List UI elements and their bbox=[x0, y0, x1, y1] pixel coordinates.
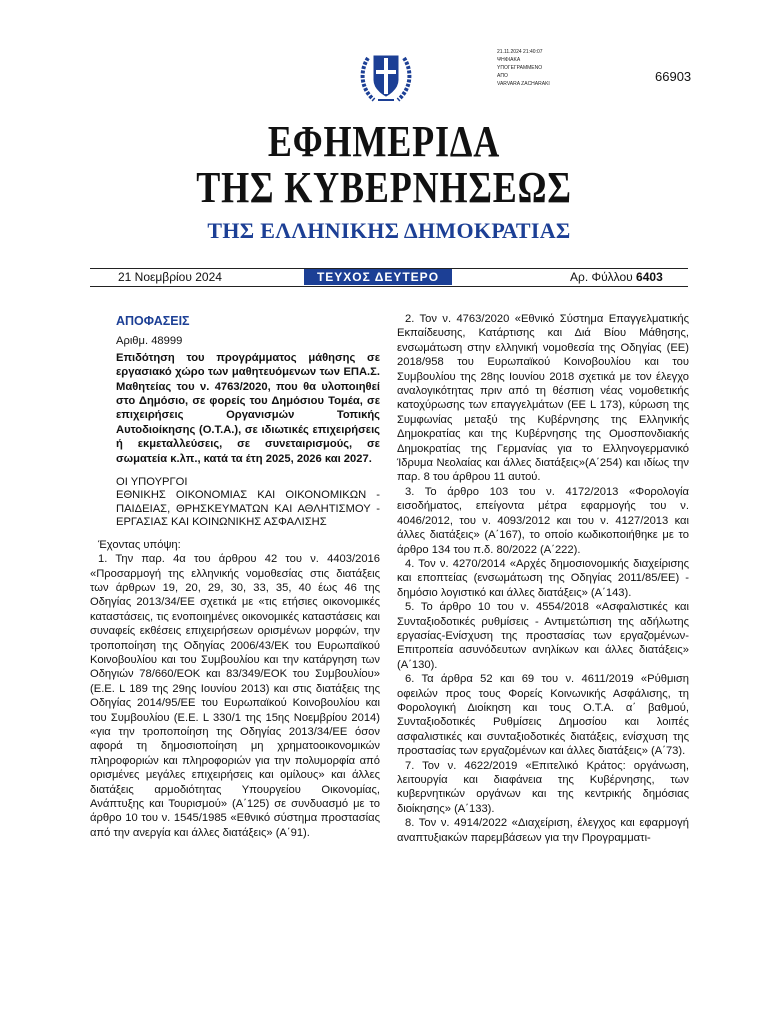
ministers-line2: ΕΘΝΙΚΗΣ ΟΙΚΟΝΟΜΙΑΣ ΚΑΙ ΟΙΚΟΝΟΜΙΚΩΝ - ΠΑΙΔΕΙΑΣ, ΘΡΗΣΚΕΥΜΑΤΩΝ ΚΑΙ ΑΘΛΗΤΙΣΜΟΥ - ΕΡΓΑΣΙΑΣ ΚΑΙ ΚΟΙΝΩΝΙΚΗΣ ΑΣΦΑΛΙΣΗΣ bbox=[116, 489, 380, 529]
signature-line: VARVARA ZACHARAKI bbox=[497, 81, 550, 87]
issue-bar-bottom-rule bbox=[90, 286, 688, 287]
sheet-number bbox=[570, 270, 663, 284]
digital-signature-stamp bbox=[497, 48, 550, 88]
masthead-subtitle: ΤΗΣ ΕΛΛΗΝΙΚΗΣ ΔΗΜΟΚΡΑΤΙΑΣ bbox=[207, 218, 571, 243]
having-regard: Έχοντας υπόψη: bbox=[98, 538, 181, 551]
masthead-title-line1: ΕΦΗΜΕΡΙΔΑ bbox=[267, 117, 501, 166]
signature-line: ΑΠΟ bbox=[497, 73, 508, 79]
recital-item: 5. Το άρθρο 10 του ν. 4554/2018 «Ασφαλιστικές και Συνταξιοδοτικές ρυθμίσεις - Αντιμετώπιση της αδήλωτης εργασίας-Ενίσχυση της προστασίας των εργαζομένων-Επιτροπεία ασυνόδευτων ανηλίκων και άλλες διατάξεις» (Α΄130). bbox=[397, 601, 689, 671]
left-column bbox=[90, 312, 380, 840]
recital-item: 4. Τον ν. 4270/2014 «Αρχές δημοσιονομικής διαχείρισης και εποπτείας (ενσωμάτωση της Οδηγίας 2011/85/ΕΕ) - δημόσιο λογιστικό και άλλες διατάξεις» (Α΄143). bbox=[397, 557, 689, 599]
signature-line: ΨΗΦΙΑΚΑ bbox=[497, 57, 521, 63]
decision-number: Αριθμ. 48999 bbox=[116, 335, 183, 348]
sheet-number-value: 6403 bbox=[636, 270, 663, 284]
issue-label: ΤΕΥΧΟΣ ΔΕΥΤΕΡΟ bbox=[304, 269, 452, 285]
ministers-heading bbox=[116, 476, 380, 530]
issue-date: 21 Νοεμβρίου 2024 bbox=[118, 270, 222, 284]
sheet-number-label: Αρ. Φύλλου bbox=[570, 270, 633, 284]
signature-line: 21.11.2024 21:40:07 bbox=[497, 49, 543, 55]
recital-item: 8. Τον ν. 4914/2022 «Διαχείριση, έλεγχος και εφαρμογή αναπτυξιακών παρεμβάσεων για την Προγραμματι- bbox=[397, 817, 689, 844]
signature-line: ΥΠΟΓΕΓΡΑΜΜΕΝΟ bbox=[497, 65, 543, 71]
masthead-title-line2: ΤΗΣ ΚΥΒΕΡΝΗΣΕΩΣ bbox=[196, 163, 572, 212]
section-heading: ΑΠΟΦΑΣΕΙΣ bbox=[116, 314, 190, 328]
right-column bbox=[397, 312, 689, 845]
ministers-line1: ΟΙ ΥΠΟΥΡΓΟΙ bbox=[116, 476, 188, 489]
document-number: 66903 bbox=[655, 69, 692, 84]
decision-title: Επιδότηση του προγράμματος μάθησης σε εργασιακό χώρο των μαθητευόμενων των ΕΠΑ.Σ. Μαθητείας του ν. 4763/2020, που θα υλοποιηθεί στο Δημόσιο, σε φορείς του Δημόσιου Τομέα, σε επιχειρήσεις Οργανισμών Τοπικής Αυτοδιοίκησης (Ο.Τ.Α.), σε ιδιωτικές επιχειρήσεις ή εκμεταλλεύσεις, σε συνεταιρισμούς, σε σωματεία κ.λπ., κατά τα έτη 2025, 2026 και 2027. bbox=[116, 351, 380, 465]
recital-item: 3. Το άρθρο 103 του ν. 4172/2013 «Φορολογία εισοδήματος, επείγοντα μέτρα εφαρμογής του ν. 4046/2012, του ν. 4093/2012 και του ν. 4127/2013 και άλλες διατάξεις» (Α΄167), το οποίο κωδικοποιήθηκε με το άρθρο 134 του π.δ. 80/2022 (Α΄222). bbox=[397, 485, 689, 556]
recital-item: 7. Τον ν. 4622/2019 «Επιτελικό Κράτος: οργάνωση, λειτουργία και διαφάνεια της Κυβέρνησης, των κυβερνητικών οργάνων και της κεντρικής δημόσιας διοίκησης» (Α΄133). bbox=[397, 759, 689, 815]
recital-item: 1. Την παρ. 4α του άρθρου 42 του ν. 4403/2016 «Προσαρμογή της ελληνικής νομοθεσίας στις διατάξεις των άρθρων 19, 20, 29, 30, 33, 35, 40 έως 46 της Οδηγίας 2013/34/ΕΕ σχετικά με «τις ετήσιες οικονομικές καταστάσεις, τις ενοποιημένες οικονομικές καταστάσεις και συναφείς εκθέσεις επιχειρήσεων ορισμένων μορφών, την τροποποίηση της Οδηγίας 2006/43/ΕΚ του Ευρωπαϊκού Κοινοβουλίου και του Συμβουλίου και την κατάργηση των Οδηγιών 78/660/ΕΟΚ και 83/349/ΕΟΚ του Συμβουλίου» (Ε.Ε. L 189 της 29ης Ιουνίου 2013) και στις διατάξεις της Οδηγίας 2014/95/ΕΕ του Ευρωπαϊκού Κοινοβουλίου και του Συμβουλίου (Ε.Ε. L 330/1 της 15ης Νοεμβρίου 2014) «για την τροποποίηση της Οδηγίας 2013/34/ΕΕ όσον αφορά τη δημοσιοποίηση μη χρηματοοικονομικών πληροφοριών και πληροφοριών για την πολυμορφία από ορισμένες μεγάλες επιχειρήσεις και ομίλους» και άλλες διατάξεις αρμοδιότητας Υπουργείου Οικονομίας, Ανάπτυξης και Τουρισμού» (Α΄125) σε συνδυασμό με το άρθρο 10 του ν. 1545/1985 «Εθνικό σύστημα προστασίας από την ανεργία και άλλες διατάξεις» (Α΄91). bbox=[90, 553, 380, 839]
recital-item: 6. Τα άρθρα 52 και 69 του ν. 4611/2019 «Ρύθμιση οφειλών προς τους Φορείς Κοινωνικής Ασφάλισης, τη Φορολογική Διοίκηση και τους Ο.Τ.Α. α΄ βαθμού, Συνταξιοδοτικές Ρυθμίσεις Δημοσίου και λοιπές ασφαλιστικές και συνταξιοδοτικές διατάξεις, ενίσχυση της προστασίας των εργαζομένων και άλλες διατάξεις» (Α΄73). bbox=[397, 673, 689, 758]
recital-item: 2. Τον ν. 4763/2020 «Εθνικό Σύστημα Επαγγελματικής Εκπαίδευσης, Κατάρτισης και Διά Βίου Μάθησης, ενσωμάτωση στην ελληνική νομοθεσία της Οδηγίας (ΕΕ) 2018/958 του Ευρωπαϊκού Κοινοβουλίου και του Συμβουλίου της 28ης Ιουνίου 2018 σχετικά με τον έλεγχο αναλογικότητας πριν από τη θέσπιση νέας νομοθετικής κατοχύρωσης των επαγγελμάτων (ΕΕ L 173), κύρωση της Συμφωνίας μεταξύ της Κυβέρνησης της Ελληνικής Δημοκρατίας και της Κυβέρνησης της Ομοσπονδιακής Δημοκρατίας της Γερμανίας για το Ελληνογερμανικό Ίδρυμα Νεολαίας και άλλες διατάξεις»(Α΄254) και ιδίως την παρ. 8 του άρθρου 11 αυτού. bbox=[397, 313, 689, 484]
greek-coat-of-arms-emblem bbox=[358, 46, 414, 106]
